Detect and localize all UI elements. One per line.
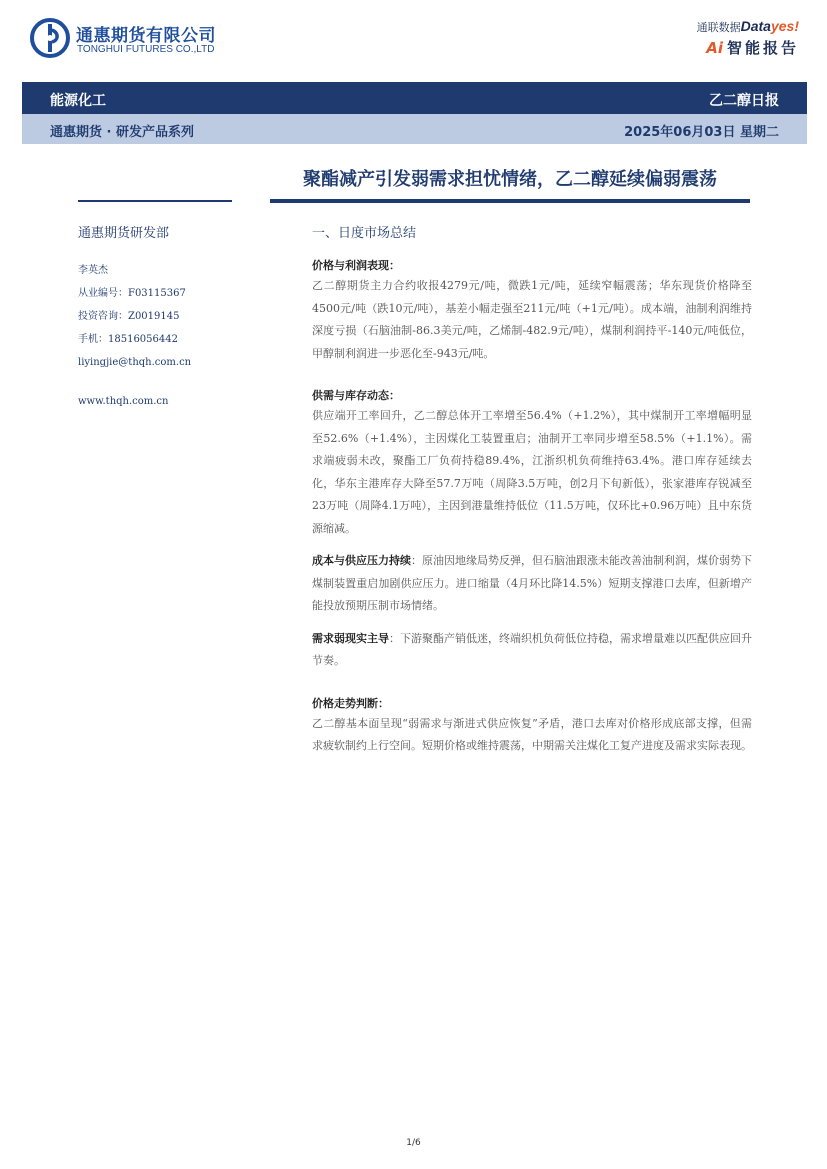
- brand-top-cn: 通联数据: [696, 21, 741, 34]
- trend-subtitle: 价格走势判断：: [312, 696, 389, 710]
- report-type-label: 乙二醇日报: [709, 93, 779, 109]
- page-number: 1/6: [406, 1138, 421, 1148]
- datayes-brand: [697, 18, 799, 58]
- cost-text: ：原油因地缘局势反弹，但石脑油跟涨未能改善油制利润，煤价弱势下煤制装置重启加剧供应压力。进口缩量（4月环比降14.5%）短期支撑港口去库，但新增产能投放预期压制市场情绪。: [312, 554, 752, 612]
- brand-data: Data: [740, 18, 771, 34]
- category-band: [22, 82, 807, 114]
- report-body: [312, 222, 752, 758]
- ai-report-text: 智能报告: [726, 39, 799, 57]
- category-label: 能源化工: [50, 93, 106, 109]
- author-phone: 手机：18516056442: [78, 334, 178, 345]
- ai-report-label: [697, 37, 799, 58]
- ai-mark: Ai: [706, 39, 723, 57]
- series-label: 通惠期货 · 研发产品系列: [50, 125, 194, 140]
- section-title: 一、日度市场总结: [312, 226, 417, 241]
- author-name: 李英杰: [78, 265, 108, 276]
- department-name: 通惠期货研发部: [78, 226, 170, 241]
- headline-divider: [270, 199, 750, 203]
- price-subtitle: 价格与利润表现：: [312, 259, 400, 272]
- author-sidebar: [78, 222, 248, 413]
- company-logo: [30, 18, 230, 62]
- cost-subtitle: 成本与供应压力持续: [312, 554, 411, 567]
- sidebar-divider: [78, 200, 232, 202]
- report-headline: 聚酯减产引发弱需求担忧情绪，乙二醇延续偏弱震荡: [303, 169, 717, 190]
- supply-paragraph: 供应端开工率回升，乙二醇总体开工率增至56.4%（+1.2%），其中煤制开工率增幅明显至52.6%（+1.4%），主因煤化工装置重启；油制开工率同步增至58.5%（+1.1%）。需求端疲弱未改，聚酯工厂负荷持稳89.4%，江浙织机负荷维持63.4%。港口库存延续去化，华东主港库存大降至57.7万吨（周降3.5万吨，创2月下旬新低），张家港库存锐减至23万吨（周降4.1万吨），主因到港量维持低位（11.5万吨，仅环比+0.96万吨）且中东货源缩减。: [312, 409, 752, 535]
- company-name-en: TONGHUI FUTURES CO.,LTD: [77, 44, 215, 55]
- author-license: 从业编号：F03115367: [78, 288, 186, 299]
- report-date: 2025年06月03日 星期二: [624, 125, 779, 140]
- tonghui-logo-icon: [30, 18, 70, 58]
- demand-subtitle: 需求弱现实主导: [312, 631, 389, 645]
- demand-paragraph: [312, 628, 752, 673]
- series-band: [22, 114, 807, 144]
- trend-paragraph: 乙二醇基本面呈现“弱需求与渐进式供应恢复”矛盾，港口去库对价格形成底部支撑，但需求疲软制约上行空间。短期价格或维持震荡，中期需关注煤化工复产进度及需求实际表现。: [312, 716, 752, 752]
- author-email[interactable]: liyingjie@thqh.com.cn: [78, 357, 192, 368]
- company-name-cn: 通惠期货有限公司: [76, 26, 216, 46]
- brand-yes: yes!: [770, 18, 799, 34]
- company-website[interactable]: www.thqh.com.cn: [78, 396, 169, 407]
- demand-text: ：下游聚酯产销低迷，终端织机负荷低位持稳，需求增量难以匹配供应回升节奏。: [312, 631, 752, 667]
- author-consult-id: 投资咨询：Z0019145: [78, 311, 180, 322]
- datayes-logo: [697, 18, 799, 35]
- supply-subtitle: 供需与库存动态：: [312, 389, 400, 402]
- price-paragraph: 乙二醇期货主力合约收报4279元/吨，微跌1元/吨，延续窄幅震荡；华东现货价格降至4500元/吨（跌10元/吨），基差小幅走强至211元/吨（+1元/吨）。成本端，油制利润维持深度亏损（石脑油制-86.3美元/吨，乙烯制-482.9元/吨），煤制利润持平-140元/吨低位，甲醇制利润进一步恶化至-943元/吨。: [312, 279, 752, 360]
- cost-paragraph: [312, 550, 752, 618]
